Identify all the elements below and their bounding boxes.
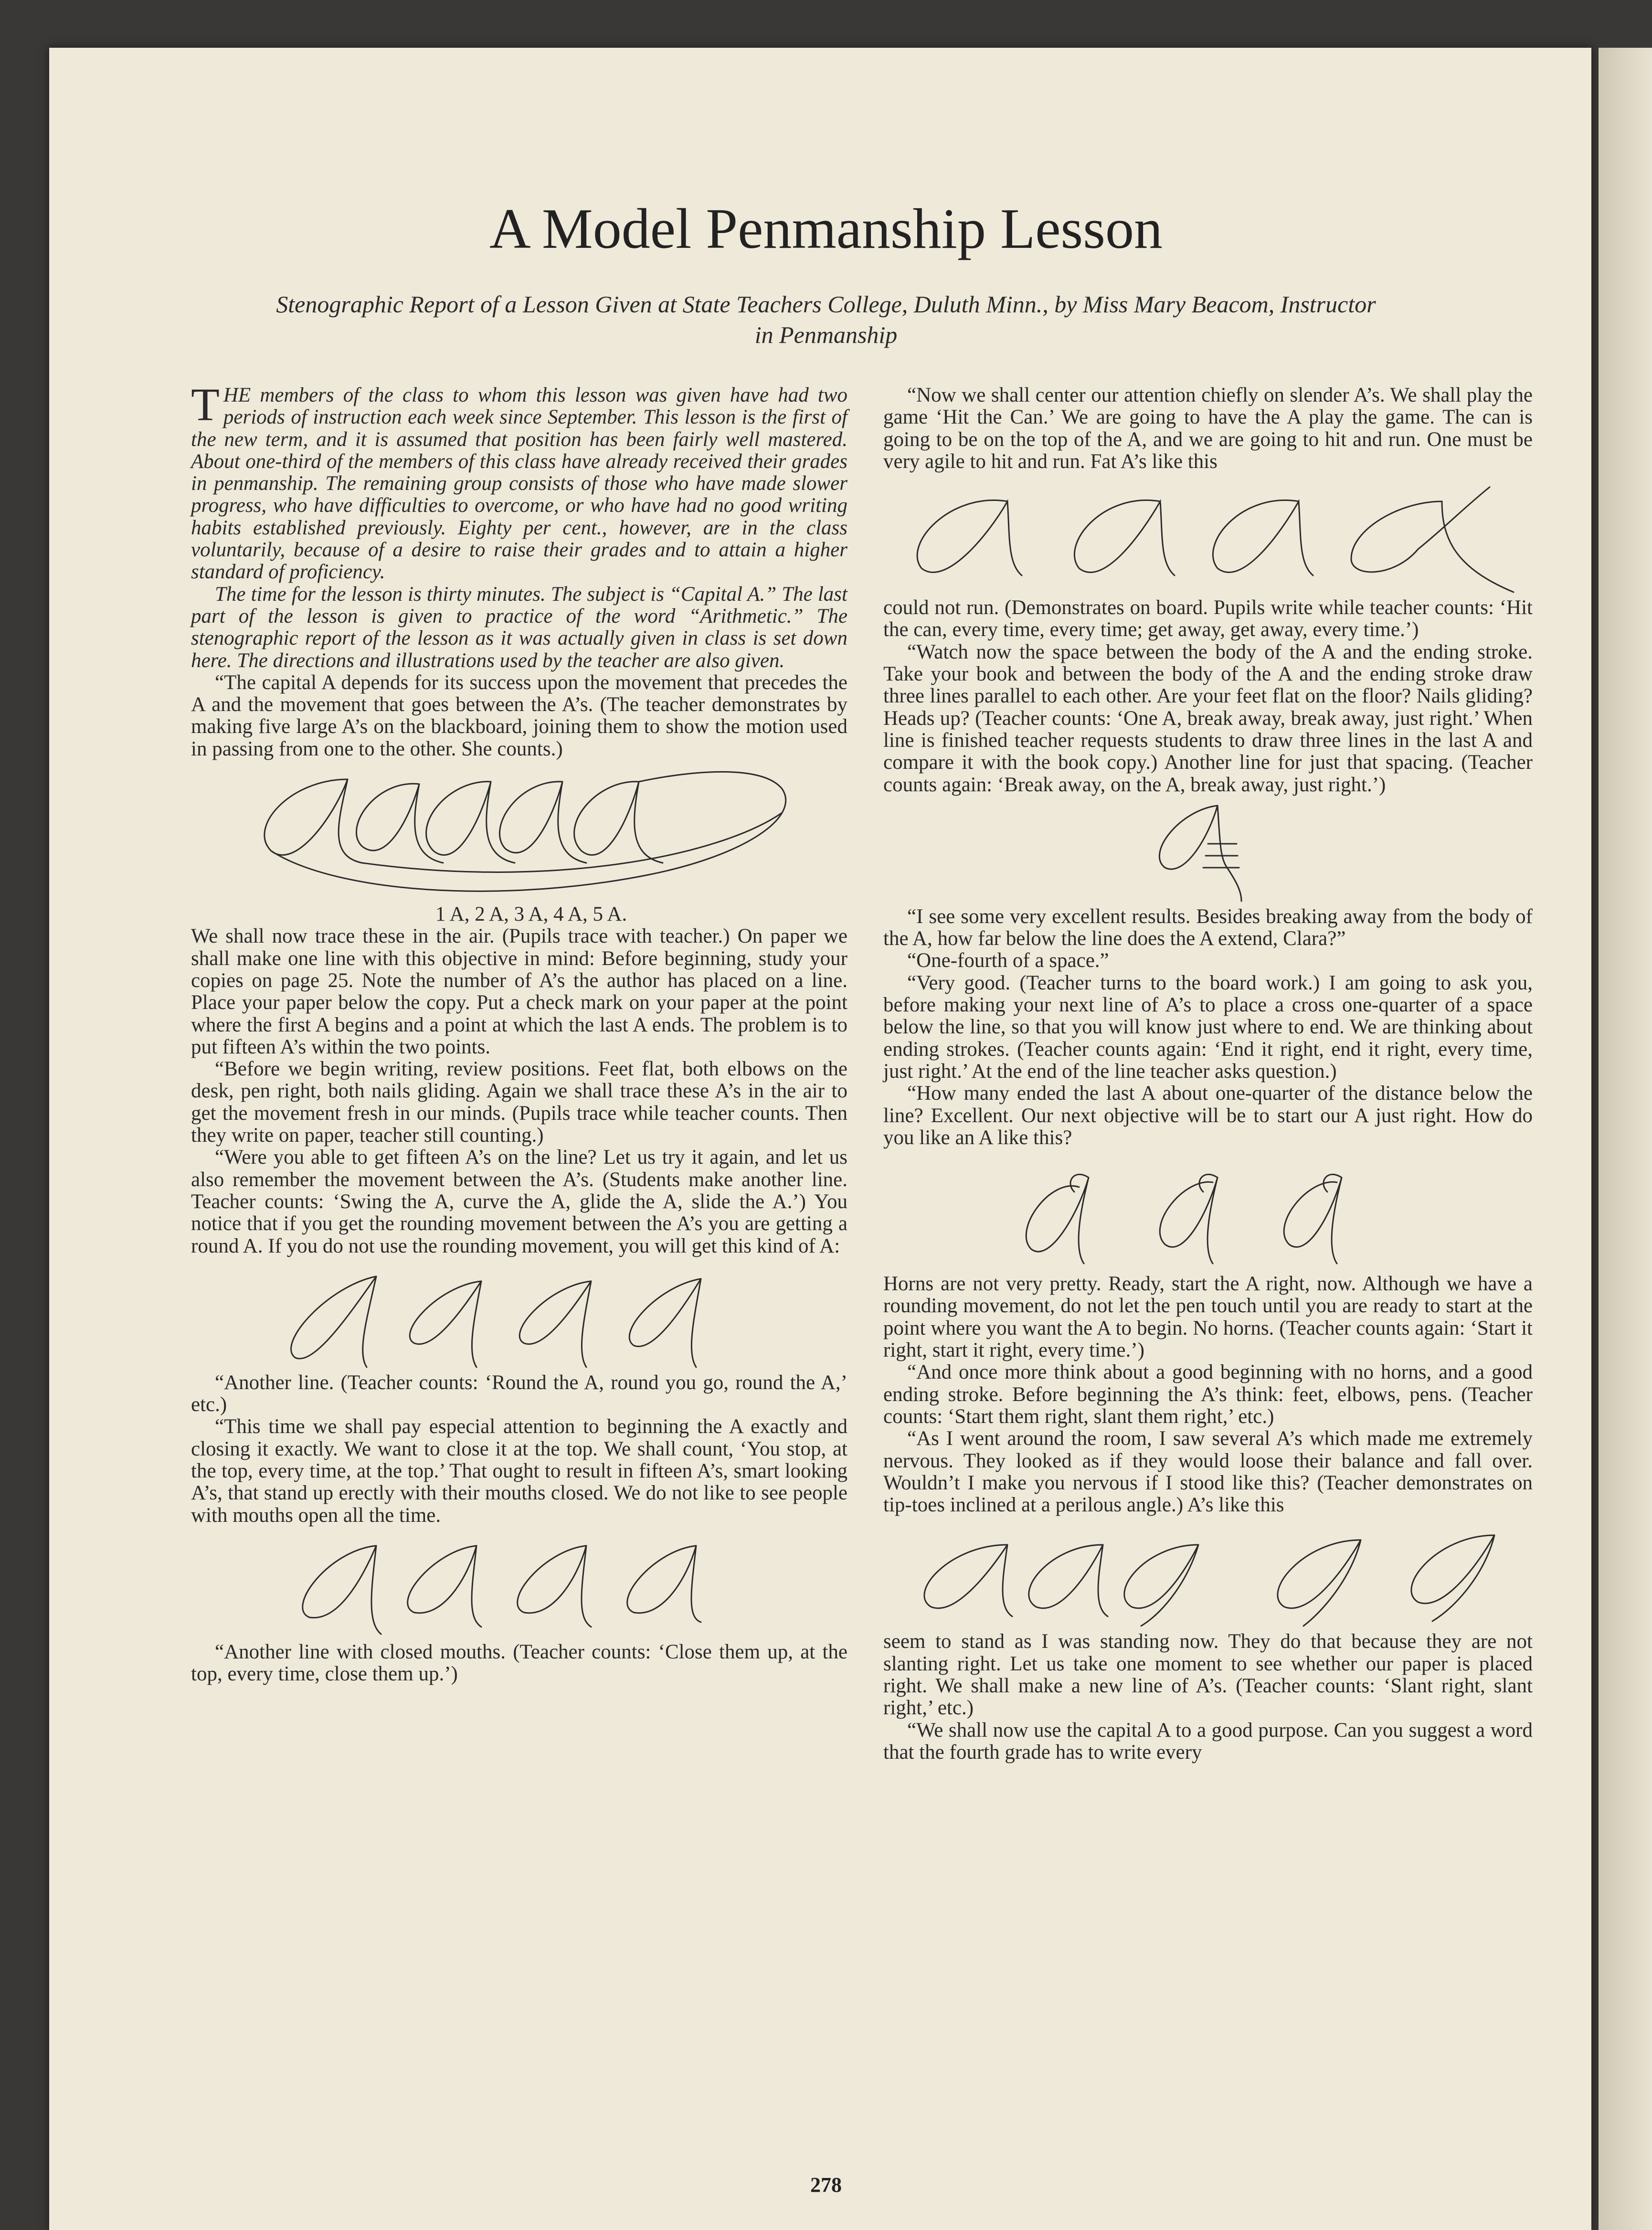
paragraph: “Another line with closed mouths. (Teacher counts: ‘Close them up, at the top, every time, close them up.’) <box>191 1640 847 1686</box>
intro-paragraph-2: The time for the lesson is thirty minutes. The subject is “Capital A.” The last part of the lesson is given to practice of the word “Arithmetic.” The stenographic report of the lesson as it was actually given in class is set down here. The directions and illustrations used by the teacher are also given. <box>191 583 847 672</box>
paragraph: “And once more think about a good beginning with no horns, and a good ending stroke. Before beginning the A’s think: feet, elbows, pens. (Teacher counts: ‘Start them right, slant them right,’ etc.) <box>883 1361 1533 1428</box>
paragraph: “This time we shall pay especial attention to beginning the A exactly and closing it exactly. We want to close it at the top. We shall count, ‘You stop, at the top, every time, at the top.’ That ought to result in fifteen A’s, smart looking A’s, that stand up erectly with their mouths closed. We do not like to see people with mouths open all the time. <box>191 1415 847 1527</box>
page-number: 278 <box>810 2173 842 2197</box>
paragraph: “Watch now the space between the body of the A and the ending stroke. Take your book and between the body of the A and the ending stroke draw three lines parallel to each other. Are your feet flat on the floor? Nails gliding? Heads up? (Teacher counts: ‘One A, break away, break away, just right.’ When line is finished teacher requests students to draw three lines in the last A and compare it with the book copy.) Another line for just that spacing. (Teacher counts again: ‘Break away, on the A, break away, just right.’) <box>883 640 1533 796</box>
spacing-lines-figure <box>1112 796 1303 906</box>
horned-a-figure <box>993 1149 1423 1273</box>
paragraph: “Very good. (Teacher turns to the board work.) I am going to ask you, before making your next line of A’s to place a cross one-quarter of a space below the line, so that you will know just where to end. We are thinking about ending strokes. (Teacher counts again: ‘End it right, end it right, every time, just right.’ At the end of the line teacher asks question.) <box>883 971 1533 1083</box>
paragraph: “How many ended the last A about one-quarter of the distance below the line? Excellent. Our next objective will be to start our A just right. How do you like an A like this? <box>883 1082 1533 1149</box>
paragraph: Horns are not very pretty. Ready, start the A right, now. Although we have a rounding movement, do not let the pen touch until you are ready to start at the point where you want the A to begin. No horns. (Teacher counts again: ‘Start it right, start it right, every time.’) <box>883 1273 1533 1362</box>
closed-a-figure <box>257 1527 782 1641</box>
paragraph: We shall now trace these in the air. (Pupils trace with teacher.) On paper we shall make one line with this objective in mind: Before beginning, study your copies on page 25. Note the number of A’s the author has placed on a line. Place your paper below the copy. Put a check mark on your paper at the point where the first A begins and a point at which the last A ends. The problem is to put fifteen A’s within the two points. <box>191 925 847 1058</box>
right-column <box>883 384 1533 1763</box>
paragraph: “Another line. (Teacher counts: ‘Round the A, round you go, round the A,’ etc.) <box>191 1371 847 1416</box>
paragraph: could not run. (Demonstrates on board. Pupils write while teacher counts: ‘Hit the can, every time, every time; get away, get away, every time.’) <box>883 596 1533 641</box>
paragraph: “The capital A depends for its success upon the movement that precedes the A and the movement that goes between the A’s. (The teacher demonstrates by making five large A’s on the blackboard, joining them to show the motion used in passing from one to the other. She counts.) <box>191 671 847 760</box>
article-subtitle: Stenographic Report of a Lesson Given at State Teachers College, Duluth Minn., by Miss Mary Beacom, Instructor in Penmanship <box>276 291 1376 348</box>
article-title: A Model Penmanship Lesson <box>489 197 1163 260</box>
left-column <box>191 379 847 1686</box>
leaning-a-figure <box>893 1516 1523 1631</box>
figure-caption: 1 A, 2 A, 3 A, 4 A, 5 A. <box>435 903 627 926</box>
paragraph: “Were you able to get fifteen A’s on the line? Let us try it again, and let us also remember the movement between the A’s. (Students make another line. Teacher counts: ‘Swing the A, curve the A, glide the A, slide the A.’) You notice that if you get the rounding movement between the A’s you are getting a round A. If you do not use the rounding movement, you will get this kind of A: <box>191 1146 847 1257</box>
intro-paragraph: THE members of the class to whom this lesson was given have had two periods of instruction each week since September. This lesson is the first of the new term, and it is assumed that position has been fairly well mastered. About one-third of the members of this class have already received their grades in penmanship. The remaining group consists of those who have made slower progress, who have difficulties to overcome, or who have had no good writing habits established previously. Eighty per cent., however, are in the class voluntarily, because of a desire to raise their grades and to attain a higher standard of proficiency. <box>191 379 847 584</box>
paragraph: “Before we begin writing, review positions. Feet flat, both elbows on the desk, pen right, both nails gliding. Again we shall trace these A’s in the air to get the movement fresh in our minds. (Pupils trace while teacher counts. Then they write on paper, teacher still counting.) <box>191 1058 847 1147</box>
fat-a-figure <box>893 473 1523 597</box>
paragraph: “Now we shall center our attention chiefly on slender A’s. We shall play the game ‘Hit the Can.’ We are going to have the A play the game. The can is going to be on the top of the A, and we are going to hit and run. One must be very agile to hit and run. Fat A’s like this <box>883 384 1533 473</box>
joined-a-figure <box>219 760 820 903</box>
paragraph: “We shall now use the capital A to a good purpose. Can you suggest a word that the fourth grade has to write every <box>883 1719 1533 1763</box>
drop-cap: T <box>191 379 220 431</box>
paragraph: seem to stand as I was standing now. They do that because they are not slanting right. Let us take one moment to see whether our paper is placed right. We shall make a new line of A’s. (Teacher counts: ‘Slant right, slant right,’ etc.) <box>883 1630 1533 1720</box>
paragraph: “As I went around the room, I saw several A’s which made me extremely nervous. They looked as if they would loose their balance and fall over. Wouldn’t I make you nervous if I stood like this? (Teacher demonstrates on tip-toes inclined at a perilous angle.) A’s like this <box>883 1427 1533 1517</box>
open-a-figure <box>257 1257 782 1372</box>
paragraph: “One-fourth of a space.” <box>907 949 1109 972</box>
facing-page-edge <box>1599 48 1652 2230</box>
paragraph: “I see some very excellent results. Besides breaking away from the body of the A, how far below the line does the A extend, Clara?” <box>883 905 1533 950</box>
